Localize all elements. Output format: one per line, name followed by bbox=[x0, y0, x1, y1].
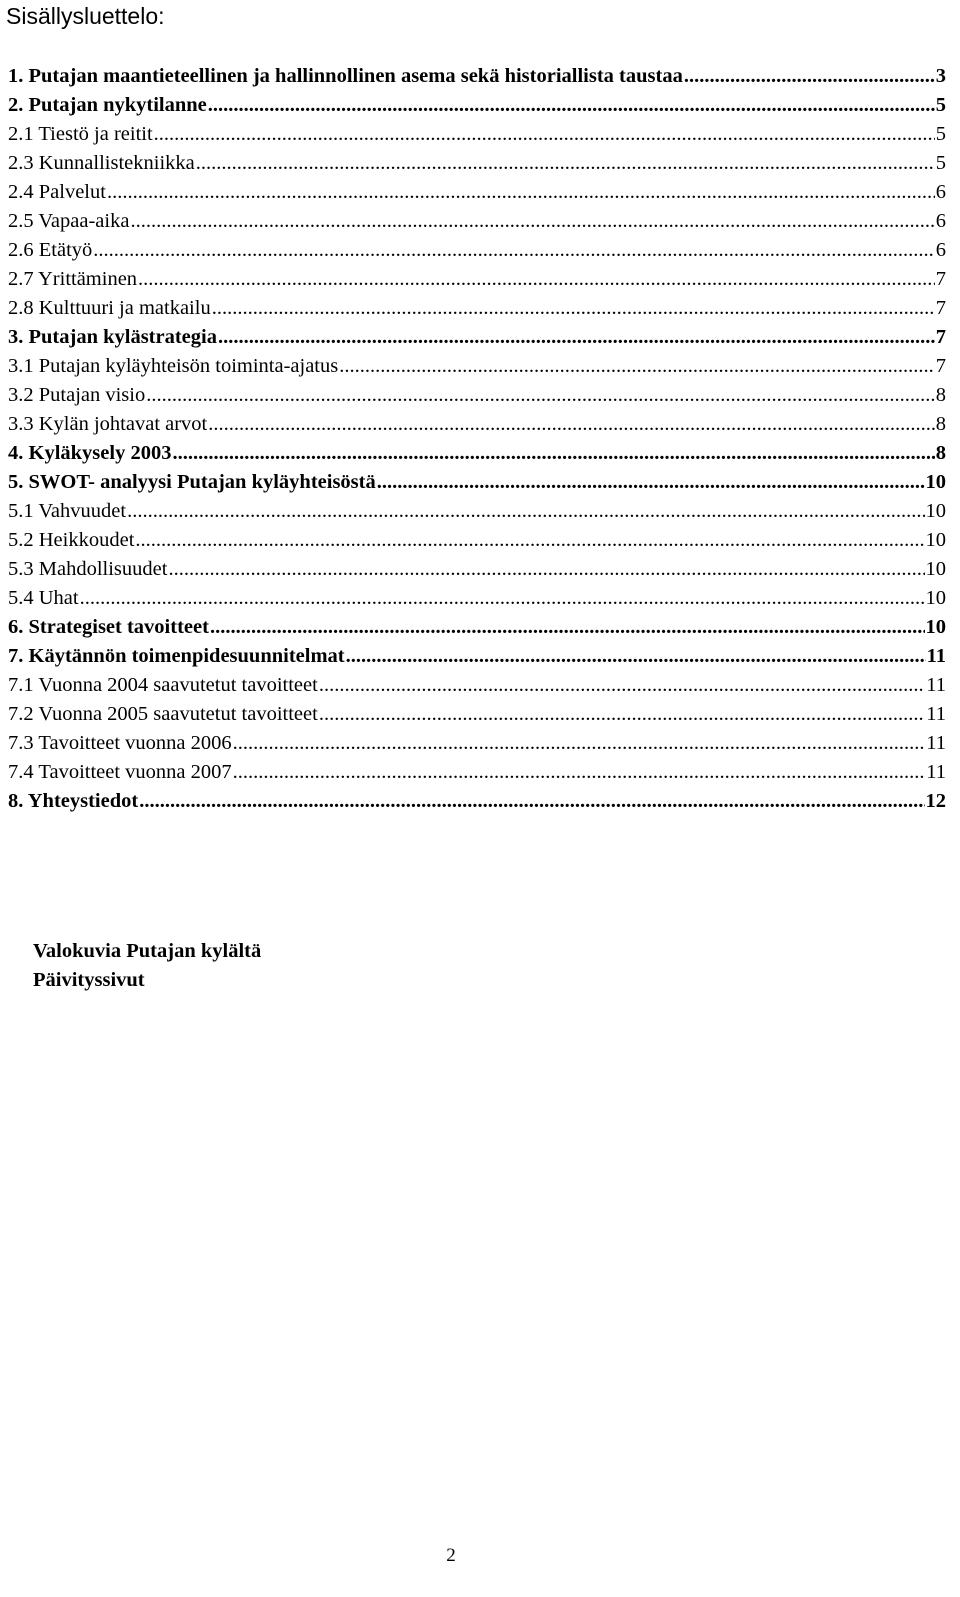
table-of-contents bbox=[8, 62, 946, 816]
toc-entry[interactable] bbox=[8, 236, 946, 265]
toc-entry-page: 10 bbox=[925, 500, 946, 522]
toc-entry-title: 7.1 Vuonna 2004 saavutetut tavoitteet bbox=[8, 674, 318, 696]
toc-entry[interactable] bbox=[8, 381, 946, 410]
toc-entry-title: 2.6 Etätyö bbox=[8, 239, 93, 261]
toc-dot-leader bbox=[80, 584, 925, 613]
toc-dot-leader bbox=[233, 729, 926, 758]
toc-entry[interactable] bbox=[8, 323, 946, 352]
toc-entry[interactable] bbox=[8, 555, 946, 584]
toc-entry-page: 6 bbox=[935, 239, 946, 261]
toc-dot-leader bbox=[210, 613, 925, 642]
toc-entry-page: 11 bbox=[926, 674, 946, 696]
toc-entry-title: 3.3 Kylän johtavat arvot bbox=[8, 413, 208, 435]
toc-entry-title: 3.2 Putajan visio bbox=[8, 384, 146, 406]
toc-entry[interactable] bbox=[8, 265, 946, 294]
toc-entry[interactable] bbox=[8, 526, 946, 555]
toc-entry-title: 5.4 Uhat bbox=[8, 587, 79, 609]
toc-entry[interactable] bbox=[8, 294, 946, 323]
toc-dot-leader bbox=[233, 758, 926, 787]
toc-entry-title: 2.3 Kunnallistekniikka bbox=[8, 152, 195, 174]
toc-entry[interactable] bbox=[8, 671, 946, 700]
toc-entry[interactable] bbox=[8, 120, 946, 149]
toc-entry[interactable] bbox=[8, 642, 946, 671]
toc-entry-title: 3. Putajan kylästrategia bbox=[8, 326, 217, 348]
toc-entry-title: 7.3 Tavoitteet vuonna 2006 bbox=[8, 732, 232, 754]
toc-dot-leader bbox=[168, 555, 924, 584]
toc-entry[interactable] bbox=[8, 613, 946, 642]
toc-entry-page: 6 bbox=[935, 210, 946, 232]
toc-dot-leader bbox=[319, 671, 925, 700]
toc-entry-page: 10 bbox=[925, 558, 946, 580]
toc-entry-page: 3 bbox=[935, 65, 946, 87]
toc-entry-page: 8 bbox=[935, 384, 946, 406]
toc-entry[interactable] bbox=[8, 352, 946, 381]
toc-entry[interactable] bbox=[8, 149, 946, 178]
toc-entry-title: 2.1 Tiestö ja reitit bbox=[8, 123, 153, 145]
toc-entry[interactable] bbox=[8, 787, 946, 816]
toc-entry-title: 2.5 Vapaa-aika bbox=[8, 210, 130, 232]
toc-entry-page: 10 bbox=[925, 471, 946, 493]
toc-entry-title: 1. Putajan maantieteellinen ja hallinnollinen asema sekä historiallista taustaa bbox=[8, 65, 683, 87]
toc-entry[interactable] bbox=[8, 468, 946, 497]
toc-entry-page: 7 bbox=[935, 297, 946, 319]
toc-entry-page: 8 bbox=[935, 413, 946, 435]
appendix-photos: Valokuvia Putajan kylältä bbox=[33, 940, 262, 962]
toc-dot-leader bbox=[130, 207, 934, 236]
toc-dot-leader bbox=[138, 265, 935, 294]
toc-entry[interactable] bbox=[8, 207, 946, 236]
toc-entry-title: 5.1 Vahvuudet bbox=[8, 500, 127, 522]
toc-dot-leader bbox=[139, 787, 924, 816]
toc-entry[interactable] bbox=[8, 439, 946, 468]
toc-dot-leader bbox=[208, 410, 934, 439]
toc-entry[interactable] bbox=[8, 700, 946, 729]
toc-entry-page: 10 bbox=[925, 616, 946, 638]
toc-entry-page: 5 bbox=[935, 94, 946, 116]
toc-entry-page: 7 bbox=[935, 268, 946, 290]
toc-dot-leader bbox=[339, 352, 935, 381]
toc-entry-page: 5 bbox=[935, 123, 946, 145]
toc-dot-leader bbox=[127, 497, 924, 526]
toc-entry-title: 8. Yhteystiedot bbox=[8, 790, 139, 812]
toc-dot-leader bbox=[684, 62, 935, 91]
appendix-update-pages: Päivityssivut bbox=[33, 969, 145, 991]
toc-entry-page: 10 bbox=[925, 529, 946, 551]
toc-entry-title: 3.1 Putajan kyläyhteisön toiminta-ajatus bbox=[8, 355, 339, 377]
toc-entry-page: 11 bbox=[926, 645, 946, 667]
toc-entry[interactable] bbox=[8, 91, 946, 120]
toc-entry[interactable] bbox=[8, 497, 946, 526]
toc-entry[interactable] bbox=[8, 758, 946, 787]
toc-entry-title: 2. Putajan nykytilanne bbox=[8, 94, 207, 116]
toc-entry-page: 8 bbox=[935, 442, 946, 464]
toc-entry[interactable] bbox=[8, 62, 946, 91]
toc-dot-leader bbox=[172, 439, 934, 468]
toc-dot-leader bbox=[319, 700, 925, 729]
toc-entry-page: 6 bbox=[935, 181, 946, 203]
toc-dot-leader bbox=[346, 642, 926, 671]
toc-dot-leader bbox=[154, 120, 935, 149]
toc-entry-page: 12 bbox=[925, 790, 946, 812]
toc-entry-title: 7.2 Vuonna 2005 saavutetut tavoitteet bbox=[8, 703, 318, 725]
toc-dot-leader bbox=[196, 149, 935, 178]
toc-entry-page: 11 bbox=[926, 761, 946, 783]
toc-dot-leader bbox=[146, 381, 935, 410]
toc-entry-title: 6. Strategiset tavoitteet bbox=[8, 616, 209, 638]
toc-entry-page: 11 bbox=[926, 732, 946, 754]
toc-dot-leader bbox=[212, 294, 935, 323]
toc-entry-title: 7.4 Tavoitteet vuonna 2007 bbox=[8, 761, 232, 783]
toc-dot-leader bbox=[135, 526, 924, 555]
toc-entry-title: 5. SWOT- analyysi Putajan kyläyhteisöstä bbox=[8, 471, 376, 493]
toc-entry-title: 4. Kyläkysely 2003 bbox=[8, 442, 172, 464]
toc-dot-leader bbox=[208, 91, 935, 120]
toc-entry[interactable] bbox=[8, 178, 946, 207]
toc-entry[interactable] bbox=[8, 729, 946, 758]
toc-heading: Sisällysluettelo: bbox=[6, 3, 165, 29]
toc-dot-leader bbox=[377, 468, 925, 497]
toc-entry-page: 10 bbox=[925, 587, 946, 609]
toc-entry-title: 5.2 Heikkoudet bbox=[8, 529, 135, 551]
toc-entry-page: 7 bbox=[935, 355, 946, 377]
toc-entry-page: 5 bbox=[935, 152, 946, 174]
toc-dot-leader bbox=[107, 178, 935, 207]
toc-dot-leader bbox=[218, 323, 935, 352]
toc-entry-title: 2.4 Palvelut bbox=[8, 181, 106, 203]
toc-entry-title: 5.3 Mahdollisuudet bbox=[8, 558, 168, 580]
toc-entry-title: 2.7 Yrittäminen bbox=[8, 268, 138, 290]
page-number: 2 bbox=[446, 1545, 456, 1566]
toc-entry-title: 7. Käytännön toimenpidesuunnitelmat bbox=[8, 645, 345, 667]
toc-entry[interactable] bbox=[8, 410, 946, 439]
toc-dot-leader bbox=[93, 236, 934, 265]
toc-entry[interactable] bbox=[8, 584, 946, 613]
toc-entry-title: 2.8 Kulttuuri ja matkailu bbox=[8, 297, 211, 319]
toc-entry-page: 11 bbox=[926, 703, 946, 725]
toc-entry-page: 7 bbox=[935, 326, 946, 348]
